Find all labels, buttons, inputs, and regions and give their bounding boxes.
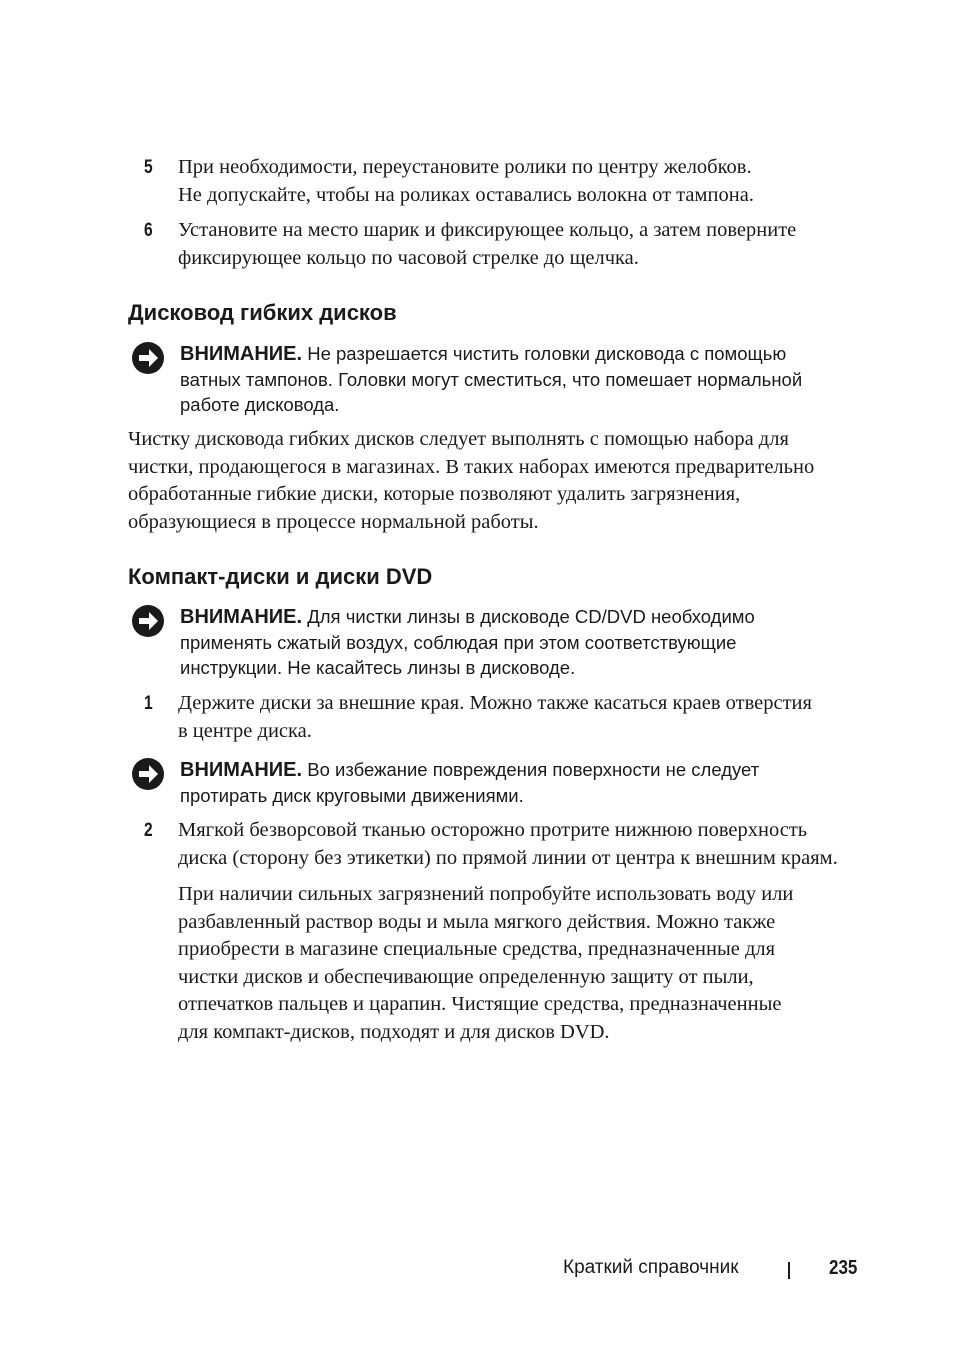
paragraph-line: разбавленный раствор воды и мыла мягкого действия. Можно также <box>178 910 776 933</box>
step-text-line: фиксирующее кольцо по часовой стрелке до щелчка. <box>178 246 639 269</box>
notice-text: Во избежание повреждения поверхности не следует <box>307 759 760 780</box>
notice-text-line: протирать диск круговыми движениями. <box>180 785 524 806</box>
footer-title: Краткий справочник <box>563 1257 739 1278</box>
step-text-line: диска (сторону без этикетки) по прямой линии от центра к внешним краям. <box>178 846 838 869</box>
paragraph-line: Чистку дисковода гибких дисков следует выполнять с помощью набора для <box>128 428 789 450</box>
paragraph-line: образующиеся в процессе нормальной работы. <box>128 510 539 533</box>
paragraph-line: чистки дисков и обеспечивающие определенную защиту от пыли, <box>178 965 754 988</box>
notice-text: Не разрешается чистить головки дисковода с помощью <box>307 343 787 364</box>
step-2-paragraph <box>178 881 793 1046</box>
notice-arrow-icon <box>131 604 165 638</box>
notice-text-line: применять сжатый воздух, соблюдая при этом соответствующие <box>180 632 737 653</box>
step-text-line: в центре диска. <box>178 719 312 742</box>
notice-text-line: ватных тампонов. Головки могут сместиться, что помешает нормальной <box>180 369 803 390</box>
step-text-line: Установите на место шарик и фиксирующее кольцо, а затем поверните <box>178 219 797 241</box>
notice-text-line: инструкции. Не касайтесь линзы в дисководе. <box>180 657 576 678</box>
notice-arrow-icon <box>131 757 165 791</box>
notice-label: ВНИМАНИЕ. <box>180 759 303 781</box>
paragraph-line: отпечатков пальцев и царапин. Чистящие средства, предназначенные <box>178 993 782 1015</box>
page-number: 235 <box>829 1257 858 1279</box>
paragraph-line: обработанные гибкие диски, которые позволяют удалить загрязнения, <box>128 483 741 505</box>
paragraph-floppy <box>128 426 814 536</box>
step-number: 6 <box>144 220 153 241</box>
notice-label: ВНИМАНИЕ. <box>180 343 303 365</box>
section-heading-floppy: Дисковод гибких дисков <box>128 300 397 325</box>
step-text-line: Мягкой безворсовой тканью осторожно протрите нижнюю поверхность <box>178 819 808 841</box>
paragraph-line: приобрести в магазине специальные средства, предназначенные для <box>178 938 776 960</box>
notice-arrow-icon <box>131 341 165 375</box>
step-text-line: Держите диски за внешние края. Можно также касаться краев отверстия <box>178 692 812 714</box>
footer-separator <box>788 1262 790 1279</box>
section-heading-cd-dvd: Компакт-диски и диски DVD <box>128 564 433 589</box>
step-number: 1 <box>144 693 153 714</box>
step-number: 2 <box>144 820 153 841</box>
paragraph-line: чистки, продающегося в магазинах. В таких наборах имеются предварительно <box>128 455 815 478</box>
notice-text-line: работе дисковода. <box>180 394 340 415</box>
paragraph-line: для компакт-дисков, подходят и для дисков DVD. <box>178 1020 610 1043</box>
paragraph-line: При наличии сильных загрязнений попробуйте использовать воду или <box>178 883 794 905</box>
step-text-line: При необходимости, переустановите ролики по центру желобков. <box>178 156 752 178</box>
step-number: 5 <box>144 157 153 178</box>
step-text-line: Не допускайте, чтобы на роликах оставались волокна от тампона. <box>178 183 754 206</box>
notice-text: Для чистки линзы в дисководе CD/DVD необходимо <box>307 606 755 627</box>
notice-label: ВНИМАНИЕ. <box>180 606 303 628</box>
page-footer <box>0 1254 954 1284</box>
